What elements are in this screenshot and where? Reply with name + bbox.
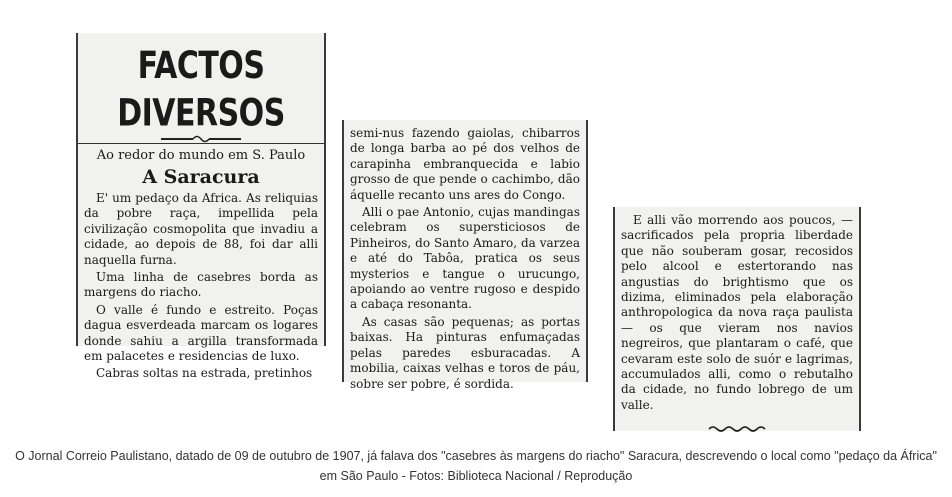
- paragraph: semi-nus fazendo gaiolas, chibarros de longa barba ao pé dos velhos de carapinha embranquecida e labio grosso de que pende o cachimbo, dão áquelle recanto uns ares do Congo.: [350, 126, 580, 202]
- newspaper-clipping-3: [613, 207, 861, 431]
- masthead: FACTOS DIVERSOS: [117, 44, 285, 136]
- paragraph: E alli vão morrendo aos poucos, — sacrificados pela propria liberdade que não souberam gosar, recosidos pelo alcool e estertorando nas angustias do brightismo que os dizima, eliminados pela elaboração anthropologica da nova raça paulista — os que vieram nos navios negreiros, que plantaram o café, que cevaram este solo de suór e lagrimas, accumulados alli, como o rebutalho da cidade, no fundo lobrego de um valle.: [621, 213, 853, 412]
- paragraph: Uma linha de casebres borda as margens do riacho.: [84, 270, 318, 300]
- end-flourish-icon: [621, 419, 853, 438]
- paragraph: Alli o pae Antonio, cujas mandingas celebram os supersticiosos de Pinheiros, do Santo Amaro, da varzea e até do Tabôa, pratica os seus mysterios e tangue o urucungo, apoiando ao ventre rugoso e despido a cabaça resonanta.: [350, 205, 580, 312]
- paragraph: As casas são pequenas; as portas baixas. Ha pinturas enfumaçadas pelas paredes esburacadas. A mobilia, caixas velhas e toros de páu, sobre ser pobre, é sordida.: [350, 314, 580, 391]
- paragraph: E' um pedaço da Africa. As reliquias da pobre raça, impellida pela civilização cosmopolita que invadiu a cidade, ao depois de 88, foi dar alli naquella furna.: [84, 191, 318, 267]
- subheading: Ao redor do mundo em S. Paulo: [96, 148, 306, 163]
- newspaper-clipping-2: [342, 120, 588, 391]
- headline: A Saracura: [142, 166, 260, 188]
- paragraph: O valle é fundo e estreito. Poças dagua esverdeada marcam os logares donde sahiu a argilla transformada em palacetes e residencias de luxo.: [84, 302, 318, 364]
- paragraph: Cabras soltas na estrada, pretinhos: [96, 366, 313, 381]
- photo-caption: O Jornal Correio Paulistano, datado de 09 de outubro de 1907, já falava dos "casebres às margens do riacho" Saracura, descrevendo o local como "pedaço da África" em São Paulo - Fotos: Biblioteca Nacional / Reprodução: [15, 449, 937, 483]
- newspaper-clipping-1: [76, 33, 326, 381]
